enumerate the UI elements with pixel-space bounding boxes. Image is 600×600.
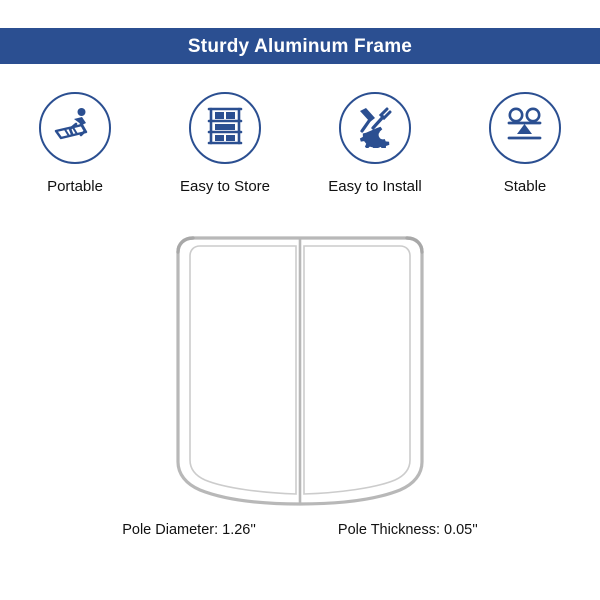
spec-pole-diameter: Pole Diameter: 1.26'' xyxy=(122,522,256,538)
feature-icon-circle xyxy=(189,92,261,164)
feature-list xyxy=(0,92,600,195)
feature-label: Stable xyxy=(503,178,547,195)
feature-item-portable xyxy=(5,92,145,195)
feature-icon-circle xyxy=(39,92,111,164)
feature-item-easy-to-install xyxy=(305,92,445,195)
balance-stable-icon xyxy=(504,107,546,150)
feature-icon-circle xyxy=(489,92,561,164)
header-banner xyxy=(0,28,600,64)
feature-item-stable xyxy=(455,92,595,195)
page-title: Sturdy Aluminum Frame xyxy=(187,35,413,57)
feature-icon-circle xyxy=(339,92,411,164)
spec-pole-thickness: Pole Thickness: 0.05'' xyxy=(337,522,478,538)
hammer-wrench-gear-icon xyxy=(353,104,397,153)
feature-item-easy-to-store xyxy=(155,92,295,195)
feature-label: Portable xyxy=(47,178,103,195)
storage-shelf-boxes-icon xyxy=(205,105,245,152)
feature-label: Easy to Store xyxy=(179,178,271,195)
frame-illustration xyxy=(0,222,600,512)
feature-label: Easy to Install xyxy=(328,178,422,195)
spec-list xyxy=(0,522,600,538)
person-carrying-case-icon xyxy=(52,105,98,152)
